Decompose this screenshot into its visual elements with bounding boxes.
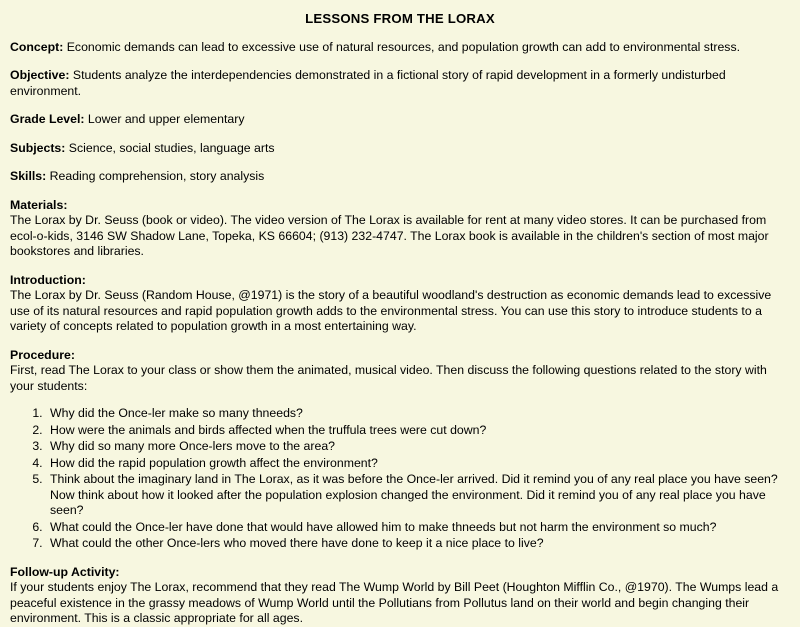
section-text-objective: Students analyze the interdependencies demonstrated in a fictional story of rapid development in a formerly undisturbed environment.	[10, 68, 726, 98]
list-item: 7. What could the other Once-lers who moved there have done to keep it a nice place to live?	[46, 536, 790, 551]
section-label-materials: Materials:	[10, 197, 68, 212]
section-subjects	[10, 141, 790, 156]
discussion-questions-list	[10, 406, 790, 551]
section-label-follow-up-activity: Follow-up Activity:	[10, 564, 120, 579]
section-text-skills: Reading comprehension, story analysis	[49, 169, 265, 184]
section-label-grade-level: Grade Level:	[10, 112, 85, 127]
section-label-procedure: Procedure:	[10, 347, 75, 362]
section-procedure	[10, 348, 790, 394]
section-grade-level	[10, 112, 790, 127]
section-text-follow-up-activity: If your students enjoy The Lorax, recommend that they read The Wump World by Bill Peet (Houghton Mifflin Co., @1970). The Wumps lead a peaceful existence in the grassy meadows of Wump World until the Pollutians from Pollutus land on their world and begin changing their environment. This is a classic appropriate for all ages.	[10, 580, 779, 626]
list-item: 5. Think about the imaginary land in The Lorax, as it was before the Once-ler arrived. Did it remind you of any real place you have seen? Now think about how it looked after the population explosion changed the environment. Did it remind you of any real place you have seen?	[46, 472, 790, 518]
section-objective	[10, 68, 790, 99]
section-text-subjects: Science, social studies, language arts	[68, 140, 275, 155]
list-item: 1. Why did the Once-ler make so many thneeds?	[46, 406, 790, 421]
section-text-grade-level: Lower and upper elementary	[87, 112, 245, 127]
section-label-concept: Concept:	[10, 40, 64, 54]
section-text-procedure: First, read The Lorax to your class or show them the animated, musical video. Then discuss the following questions related to the story with your students:	[10, 363, 767, 393]
list-item: 2. How were the animals and birds affected when the truffula trees were cut down?	[46, 423, 790, 438]
section-label-subjects: Subjects:	[10, 140, 66, 155]
list-item: 3. Why did so many more Once-lers move to the area?	[46, 439, 790, 454]
section-text-introduction: The Lorax by Dr. Seuss (Random House, @1971) is the story of a beautiful woodland's destruction as economic demands lead to excessive use of its natural resources and rapid population growth adds to the environmental stress. You can use this story to introduce students to a variety of concepts related to population growth in a most entertaining way.	[10, 288, 772, 334]
section-skills	[10, 169, 790, 184]
section-label-introduction: Introduction:	[10, 272, 86, 287]
list-item: 4. How did the rapid population growth affect the environment?	[46, 456, 790, 471]
section-label-objective: Objective:	[10, 68, 70, 83]
section-concept	[10, 40, 790, 55]
section-text-materials: The Lorax by Dr. Seuss (book or video). The video version of The Lorax is available for rent at many video stores. It can be purchased from ecol-o-kids, 3146 SW Shadow Lane, Topeka, KS 66604; (913) 232-4747. The Lorax book is available in the children's section of most major bookstores and libraries.	[10, 213, 769, 259]
section-follow-up-activity	[10, 565, 790, 627]
list-item: 6. What could the Once-ler have done that would have allowed him to make thneeds but not harm the environment so much?	[46, 520, 790, 535]
section-materials	[10, 198, 790, 260]
page-title: LESSONS FROM THE LORAX	[305, 11, 495, 26]
section-introduction	[10, 273, 790, 335]
section-text-concept: Economic demands can lead to excessive use of natural resources, and population growth can add to environmental stress.	[66, 40, 741, 54]
section-label-skills: Skills:	[10, 169, 47, 184]
